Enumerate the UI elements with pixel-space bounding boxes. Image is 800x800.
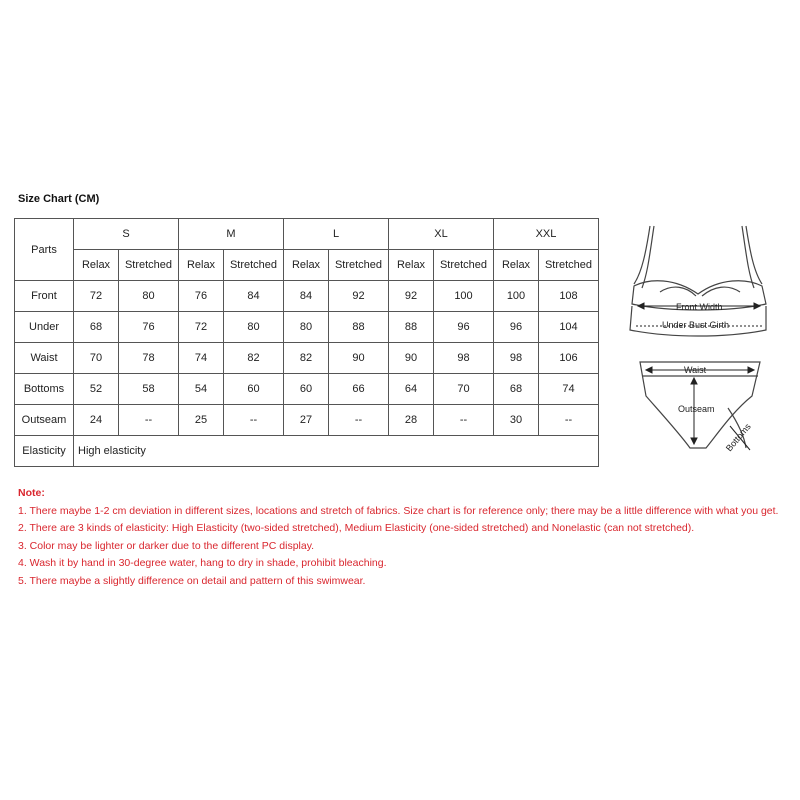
table-cell: 82: [224, 343, 284, 374]
table-cell: 27: [284, 405, 329, 436]
outseam-label: Outseam: [678, 404, 715, 414]
stretched-header: Stretched: [119, 250, 179, 281]
table-cell: 80: [224, 312, 284, 343]
table-cell: --: [434, 405, 494, 436]
waist-label: Waist: [684, 365, 707, 375]
row-label: Front: [15, 281, 74, 312]
table-cell: 58: [119, 374, 179, 405]
size-header-s: S: [74, 219, 179, 250]
table-cell: 72: [179, 312, 224, 343]
row-label: Under: [15, 312, 74, 343]
note-line: 3. Color may be lighter or darker due to the different PC display.: [18, 539, 315, 552]
note-line: 2. There are 3 kinds of elasticity: High Elasticity (two-sided stretched), Medium Elasticity (one-sided stretched) and Nonelastic (can not stretched).: [18, 522, 695, 534]
table-cell: 60: [224, 374, 284, 405]
table-cell: 84: [224, 281, 284, 312]
relax-header: Relax: [284, 250, 329, 281]
table-cell: 80: [284, 312, 329, 343]
table-cell: 68: [74, 312, 119, 343]
stretched-header: Stretched: [329, 250, 389, 281]
stretched-header: Stretched: [434, 250, 494, 281]
bra-measurement-diagram: [620, 222, 780, 342]
parts-header: Parts: [15, 219, 74, 281]
table-cell: 74: [539, 374, 599, 405]
stretched-header: Stretched: [224, 250, 284, 281]
table-cell: 60: [284, 374, 329, 405]
table-cell: 68: [494, 374, 539, 405]
relax-header: Relax: [179, 250, 224, 281]
table-cell: 100: [494, 281, 539, 312]
row-label: Waist: [15, 343, 74, 374]
size-table: [14, 218, 599, 467]
table-cell: 90: [329, 343, 389, 374]
table-cell: --: [119, 405, 179, 436]
table-cell: 52: [74, 374, 119, 405]
table-cell: 80: [119, 281, 179, 312]
table-cell: 30: [494, 405, 539, 436]
note-line: 5. There maybe a slightly difference on detail and pattern of this swimwear.: [18, 574, 366, 587]
table-cell: 70: [74, 343, 119, 374]
bottoms-measurement-diagram: [632, 356, 772, 456]
bottoms-label: Bottoms: [723, 421, 753, 454]
table-cell: 104: [539, 312, 599, 343]
relax-header: Relax: [74, 250, 119, 281]
table-cell: 54: [179, 374, 224, 405]
table-cell: 88: [329, 312, 389, 343]
table-cell: 96: [494, 312, 539, 343]
table-cell: 66: [329, 374, 389, 405]
size-header-l: L: [284, 219, 389, 250]
table-cell: 76: [179, 281, 224, 312]
size-header-m: M: [179, 219, 284, 250]
table-cell: --: [329, 405, 389, 436]
front-width-label: Front Width: [676, 302, 723, 312]
sub-header-row: [15, 250, 599, 281]
table-cell: 100: [434, 281, 494, 312]
table-cell: 92: [329, 281, 389, 312]
elasticity-label: Elasticity: [15, 436, 74, 467]
table-cell: 82: [284, 343, 329, 374]
stretched-header: Stretched: [539, 250, 599, 281]
note-line: 4. Wash it by hand in 30-degree water, hang to dry in shade, prohibit bleaching.: [18, 557, 387, 569]
table-cell: 106: [539, 343, 599, 374]
table-cell: --: [224, 405, 284, 436]
table-row: [15, 343, 599, 374]
elasticity-value: High elasticity: [74, 436, 599, 467]
table-cell: 72: [74, 281, 119, 312]
table-cell: --: [539, 405, 599, 436]
notes-section: [18, 485, 793, 590]
table-row: [15, 374, 599, 405]
table-cell: 84: [284, 281, 329, 312]
notes-heading: Note:: [18, 487, 45, 499]
table-cell: 98: [494, 343, 539, 374]
table-cell: 78: [119, 343, 179, 374]
under-bust-label: Under Bust Girth: [662, 320, 730, 330]
table-cell: 90: [389, 343, 434, 374]
table-row: [15, 281, 599, 312]
table-cell: 108: [539, 281, 599, 312]
row-label: Bottoms: [15, 374, 74, 405]
table-cell: 88: [389, 312, 434, 343]
size-header-xl: XL: [389, 219, 494, 250]
table-row: [15, 312, 599, 343]
table-row: [15, 405, 599, 436]
relax-header: Relax: [494, 250, 539, 281]
elasticity-row: [15, 436, 599, 467]
row-label: Outseam: [15, 405, 74, 436]
note-line: 1. There maybe 1-2 cm deviation in different sizes, locations and stretch of fabrics. Size chart is for reference only; there may be a little difference with what you get.: [18, 504, 779, 517]
table-cell: 96: [434, 312, 494, 343]
table-cell: 64: [389, 374, 434, 405]
table-cell: 98: [434, 343, 494, 374]
table-cell: 24: [74, 405, 119, 436]
table-cell: 70: [434, 374, 494, 405]
table-cell: 25: [179, 405, 224, 436]
table-cell: 92: [389, 281, 434, 312]
size-header-xxl: XXL: [494, 219, 599, 250]
relax-header: Relax: [389, 250, 434, 281]
table-cell: 76: [119, 312, 179, 343]
chart-title: Size Chart (CM): [18, 193, 100, 205]
table-cell: 74: [179, 343, 224, 374]
size-header-row: [15, 219, 599, 250]
table-cell: 28: [389, 405, 434, 436]
